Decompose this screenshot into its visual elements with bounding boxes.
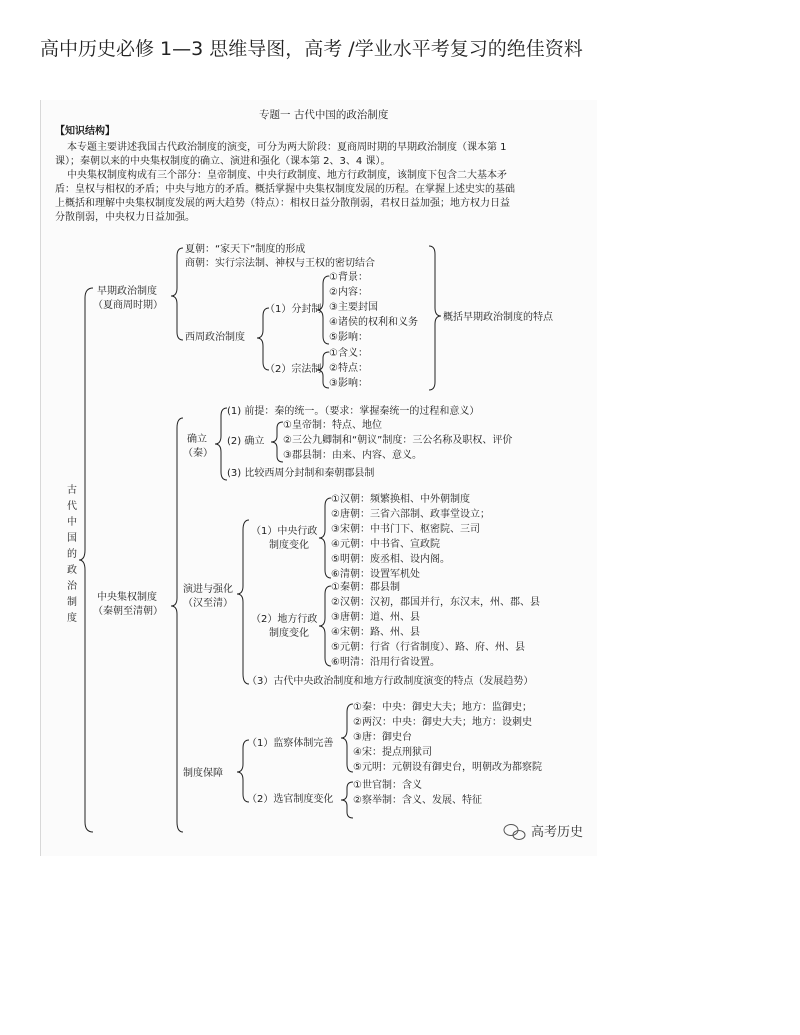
xizhou-node: 西周政治制度 [185,332,245,343]
establish-node: 确立 [187,434,207,445]
admin-item: ②唐朝：三省六部制、政事堂设立； [331,509,490,520]
early-summary: 概括早期政治制度的特点 [443,312,553,323]
central-sublabel: （秦朝至清朝） [93,606,163,617]
early-sublabel: （夏商周时期） [93,300,163,311]
root-char: 政 [67,565,77,576]
supervise-item: ④宋：提点刑狱司 [353,747,432,758]
establish-items-brace [271,422,283,462]
local-item: ④宋朝：路、州、县 [331,627,420,638]
local-node: （2）地方行政 [251,614,318,625]
fenfeng-item: ③主要封国 [329,302,378,313]
doc-heading: 专题一 古代中国的政治制度 [259,109,389,121]
evolve-node: 演进与强化 [183,584,233,595]
fenfeng-item: ④诸侯的权利和义务 [329,317,418,328]
intro-line: 盾：皇权与相权的矛盾；中央与地方的矛盾。概括掌握中央集权制度发展的历程。在掌握上述史实的基础 [55,184,515,195]
intro-line: 分散削弱，中央权力日益加强。 [55,212,195,223]
local-item: ⑥明清：沿用行省设置。 [331,657,440,668]
intro-line: 本专题主要讲述我国古代政治制度的演变，可分为两大阶段：夏商周时期的早期政治制度（课本第 1 [67,142,507,153]
early-label: 早期政治制度 [97,286,157,297]
zongfa-item: ②特点： [329,363,368,374]
admin-item: ⑥清朝：设置军机处 [331,569,420,580]
zongfa-brace [317,352,329,388]
select-node: （2）选官制度变化 [247,794,334,805]
root-label [67,483,78,624]
root-char: 的 [67,549,77,560]
early-summary-brace [429,246,441,390]
admin-node: （1）中央行政 [251,526,318,537]
page-title: 高中历史必修 1—3 思维导图，高考 /学业水平考复习的绝佳资料 [40,38,583,60]
local-brace [319,586,331,666]
supervise-item: ②两汉：中央：御史大夫；地方：设刺史 [353,717,532,728]
root-char: 古 [67,485,77,496]
local-item: ①秦朝：郡县制 [331,582,400,593]
early-brace [171,248,183,340]
local-item: ②汉朝：汉初，郡国并行，东汉末，州、郡、县 [331,597,540,608]
watermark [504,824,583,840]
fenfeng-brace [317,276,329,344]
zongfa-item: ①含义： [329,348,368,359]
admin-subnode: 制度变化 [269,540,309,551]
establish-subnode: （秦） [183,448,213,459]
xia-node: 夏朝：“家天下”制度的形成 [185,244,306,255]
document-image [40,100,597,856]
select-item: ①世官制：含义 [353,780,422,791]
guarantee-brace [237,740,249,802]
root-char: 制 [67,597,77,608]
wechat-icon [504,825,525,840]
admin-item: ③宋朝：中书门下、枢密院、三司 [331,524,480,535]
fenfeng-item: ②内容： [329,287,368,298]
fenfeng-item: ①背景： [329,272,368,283]
premise-node: (1) 前提：秦的统一。（要求：掌握秦统一的过程和意义） [227,406,480,417]
evolve-brace [237,520,249,684]
select-item: ②察举制：含义、发展、特征 [353,795,482,806]
root-char: 度 [67,613,77,624]
intro-line: 课）；秦朝以来的中央集权制度的确立、演进和强化（课本第 2、3、4 课）。 [55,156,391,167]
admin-item: ①汉朝：频繁换相、中外朝制度 [331,494,470,505]
local-subnode: 制度变化 [269,628,309,639]
compare-node: (3) 比较西周分封制和秦朝郡县制 [227,468,375,479]
admin-brace [319,498,331,578]
fenfeng-item: ⑤影响： [329,332,368,343]
supervise-item: ⑤元明：元朝设有御史台，明朝改为都察院 [353,762,542,773]
establish-sub-node: (2) 确立 [227,436,265,447]
trend-node: （3）古代中央政治制度和地方行政制度演变的特点（发展趋势） [247,676,534,687]
root-char: 国 [67,533,77,544]
evolve-subnode: （汉至清） [183,598,233,609]
supervise-node: （1）监察体制完善 [247,738,334,749]
intro-line: 中央集权制度构成有三个部分：皇帝制度、中央行政制度、地方行政制度，该制度下包含二大基本矛 [67,170,507,181]
root-brace [79,288,93,832]
supervise-brace [341,704,353,772]
admin-item: ⑤明朝：废丞相、设内阁。 [331,554,450,565]
local-item: ③唐朝：道、州、县 [331,612,420,623]
root-char: 中 [67,517,77,528]
xizhou-brace [257,308,269,370]
supervise-item: ③唐：御史台 [353,732,412,743]
establish-brace [215,408,227,480]
establish-item: ②三公九卿制和“朝议”制度：三公名称及职权、评价 [283,435,513,446]
zongfa-node: （2）宗法制 [265,364,322,375]
shang-node: 商朝：实行宗法制、神权与王权的密切结合 [185,258,375,269]
intro-line: 上概括和理解中央集权制度发展的两大趋势（特点）：相权日益分散削弱，君权日益加强；地方权力日益 [55,198,510,209]
watermark-text: 高考历史 [531,825,584,840]
root-char: 代 [67,501,77,512]
select-brace [341,782,353,818]
section-label: 【知识结构】 [55,126,115,137]
establish-item: ③郡县制：由来、内容、意义。 [283,450,422,461]
establish-item: ①皇帝制：特点、地位 [283,420,382,431]
guarantee-node: 制度保障 [183,768,223,779]
central-brace [171,418,183,832]
central-label: 中央集权制度 [97,592,157,603]
fenfeng-node: （1）分封制 [265,304,322,315]
admin-item: ④元朝：中书省、宣政院 [331,539,440,550]
mind-map-diagram [41,100,597,856]
supervise-item: ①秦：中央：御史大夫；地方：监御史； [353,702,532,713]
root-char: 治 [67,581,77,592]
zongfa-item: ③影响： [329,378,368,389]
local-item: ⑤元朝：行省（行省制度）、路、府、州、县 [331,642,525,653]
